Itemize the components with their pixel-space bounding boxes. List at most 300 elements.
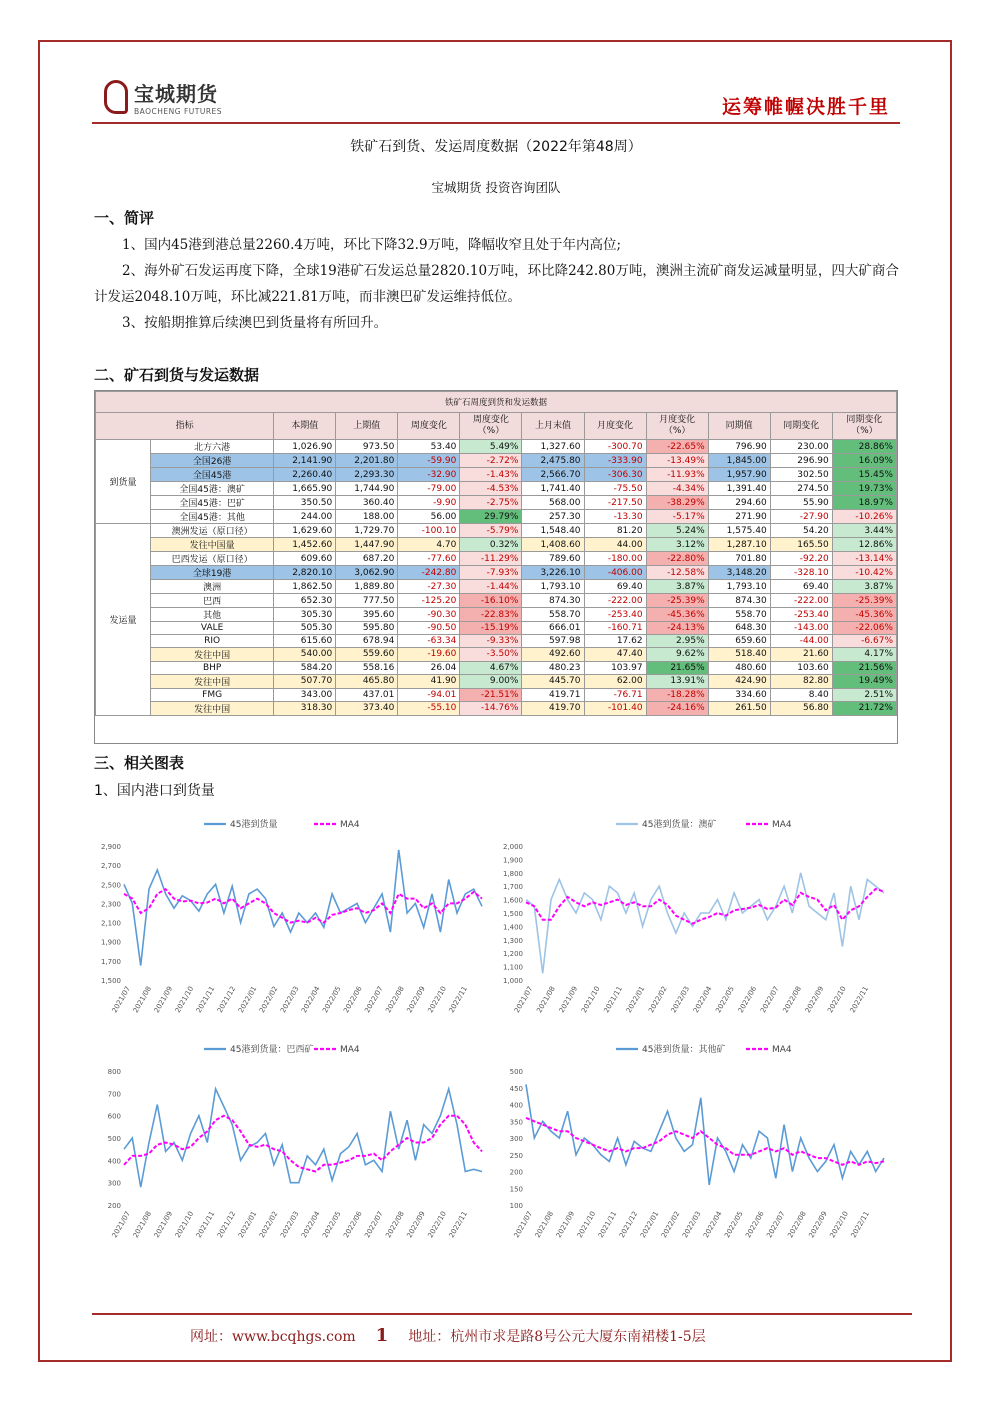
logo-icon (104, 80, 128, 114)
x-tick-label: 2022/11 (849, 1210, 871, 1240)
x-tick-label: 2021/11 (194, 1210, 217, 1240)
y-tick-label: 350 (509, 1118, 523, 1127)
table-cell: 230.00 (770, 440, 832, 454)
row-label: 全国45港：澳矿 (151, 482, 274, 496)
table-cell: -77.60 (398, 552, 460, 566)
table-cell: 69.40 (770, 580, 832, 594)
table-cell: -24.13% (646, 622, 708, 635)
y-tick-label: 1,500 (100, 977, 121, 985)
table-cell: -100.10 (398, 524, 460, 538)
table-cell: -92.20 (770, 552, 832, 566)
y-tick-label: 500 (107, 1135, 121, 1143)
column-header: 上月末值 (522, 413, 584, 440)
x-tick-label: 2022/05 (321, 1210, 343, 1240)
table-cell: -44.00 (770, 634, 832, 647)
x-tick-label: 2022/06 (744, 1210, 766, 1240)
x-tick-label: 2022/08 (786, 1210, 808, 1240)
table-cell: 1,862.50 (274, 580, 336, 594)
table-cell: 3,148.20 (708, 566, 770, 580)
x-tick-label: 2022/01 (624, 985, 647, 1015)
table-cell: 28.86% (832, 440, 896, 454)
table-cell: -160.71 (584, 622, 646, 635)
y-tick-label: 400 (509, 1101, 523, 1110)
y-tick-label: 200 (509, 1168, 523, 1177)
row-label: 北方六港 (151, 440, 274, 454)
table-row (96, 622, 897, 635)
x-tick-label: 2022/02 (257, 985, 280, 1015)
x-tick-label: 2021/11 (596, 1210, 619, 1240)
table-cell: 9.62% (646, 647, 708, 661)
x-tick-label: 2021/07 (110, 985, 133, 1015)
y-tick-label: 1,400 (502, 923, 523, 932)
legend-label: 45港到货量：巴西矿 (230, 1045, 314, 1055)
table-cell: 3.12% (646, 538, 708, 552)
row-label: 发往中国 (151, 674, 274, 688)
y-tick-label: 1,000 (502, 977, 523, 985)
table-cell: -328.10 (770, 566, 832, 580)
x-tick-label: 2021/10 (580, 985, 602, 1015)
table-cell: 2,293.30 (336, 468, 398, 482)
table-cell: 678.94 (336, 634, 398, 647)
footer-address: 地址：杭州市求是路8号公元大厦东南裙楼1-5层 (408, 1328, 706, 1345)
table-cell: -253.40 (770, 608, 832, 622)
table-cell: 19.49% (832, 674, 896, 688)
table-cell: -90.30 (398, 608, 460, 622)
series-line-0 (124, 1089, 482, 1187)
column-header: 同期变化 (770, 413, 832, 440)
table-row (96, 468, 897, 482)
table-cell: 4.67% (460, 661, 522, 674)
row-label: 发往中国 (151, 701, 274, 715)
table-cell: 1,327.60 (522, 440, 584, 454)
y-tick-label: 800 (107, 1068, 121, 1076)
y-tick-label: 1,200 (502, 950, 523, 959)
x-tick-label: 2021/10 (173, 985, 196, 1015)
table-cell: 26.04 (398, 661, 460, 674)
table-cell: 3.87% (646, 580, 708, 594)
y-tick-label: 1,600 (502, 896, 523, 905)
y-tick-label: 600 (107, 1112, 121, 1121)
table-cell: 1,575.40 (708, 524, 770, 538)
table-cell: 15.45% (832, 468, 896, 482)
page-number: 1 (375, 1325, 389, 1346)
table-row (96, 454, 897, 468)
table-cell: 973.50 (336, 440, 398, 454)
table-cell: 558.70 (522, 608, 584, 622)
group-shipment: 发运量 (96, 524, 151, 716)
x-tick-label: 2022/03 (669, 985, 692, 1015)
section1-heading: 一、简评 (94, 209, 155, 227)
table-cell: -222.00 (584, 594, 646, 608)
table-cell: -22.83% (460, 608, 522, 622)
y-tick-label: 1,100 (502, 963, 523, 972)
table-cell: 2,566.70 (522, 468, 584, 482)
x-tick-label: 2022/11 (447, 985, 469, 1015)
table-cell: 296.90 (770, 454, 832, 468)
column-header: 同期变化（%） (832, 413, 896, 440)
table-row (96, 580, 897, 594)
table-cell: 274.50 (770, 482, 832, 496)
table-cell: 188.00 (336, 510, 398, 524)
x-tick-label: 2022/07 (765, 1210, 787, 1240)
table-row (96, 608, 897, 622)
table-cell: 47.40 (584, 647, 646, 661)
x-tick-label: 2021/12 (215, 1210, 238, 1240)
table-cell: 1,889.80 (336, 580, 398, 594)
row-label: 巴西 (151, 594, 274, 608)
series-line-1 (124, 1116, 482, 1172)
x-tick-label: 2022/03 (279, 1210, 301, 1240)
table-cell: 318.30 (274, 701, 336, 715)
table-cell: 165.50 (770, 538, 832, 552)
table-cell: -12.58% (646, 566, 708, 580)
row-label: FMG (151, 688, 274, 701)
table-cell: 701.80 (708, 552, 770, 566)
table-cell: -253.40 (584, 608, 646, 622)
table-cell: 2,820.10 (274, 566, 336, 580)
summary-item-1: 1、国内45港到港总量2260.4万吨，环比下降32.9万吨，降幅收窄且处于年内高位; (122, 237, 622, 253)
table-row (96, 482, 897, 496)
table-cell: 305.30 (274, 608, 336, 622)
series-line-0 (526, 1084, 884, 1185)
table-cell: 480.23 (522, 661, 584, 674)
table-cell: 1,744.90 (336, 482, 398, 496)
table-cell: 1,729.70 (336, 524, 398, 538)
x-tick-label: 2021/07 (512, 1210, 535, 1240)
table-cell: 13.91% (646, 674, 708, 688)
table-cell: 652.30 (274, 594, 336, 608)
table-cell: 5.24% (646, 524, 708, 538)
x-tick-label: 2021/10 (575, 1210, 598, 1240)
table-cell: 3,062.90 (336, 566, 398, 580)
legend-label: MA4 (340, 820, 360, 830)
table-cell: 419.71 (522, 688, 584, 701)
table-cell: 2,475.80 (522, 454, 584, 468)
group-arrival: 到货量 (96, 440, 151, 524)
x-tick-label: 2022/02 (659, 1210, 682, 1240)
table-cell: -5.79% (460, 524, 522, 538)
y-tick-label: 2,700 (100, 862, 121, 871)
table-cell: 437.01 (336, 688, 398, 701)
y-tick-label: 200 (107, 1202, 121, 1210)
table-cell: 103.60 (770, 661, 832, 674)
table-cell: -125.20 (398, 594, 460, 608)
table-cell: -4.34% (646, 482, 708, 496)
table-cell: -27.90 (770, 510, 832, 524)
table-row (96, 538, 897, 552)
table-row (96, 634, 897, 647)
table-cell: -14.76% (460, 701, 522, 715)
column-header: 本期值 (274, 413, 336, 440)
table-cell: 558.16 (336, 661, 398, 674)
chart-svg (94, 810, 494, 1030)
page-footer (190, 1325, 706, 1346)
row-label: 巴西发运（原口径） (151, 552, 274, 566)
row-label: VALE (151, 622, 274, 635)
table-cell: 1,741.40 (522, 482, 584, 496)
table-cell: 103.97 (584, 661, 646, 674)
table-cell: 1,391.40 (708, 482, 770, 496)
table-cell: 21.56% (832, 661, 896, 674)
x-tick-label: 2022/02 (647, 985, 669, 1015)
table-cell: 687.20 (336, 552, 398, 566)
table-row (96, 647, 897, 661)
table-cell: -143.00 (770, 622, 832, 635)
x-tick-label: 2021/09 (554, 1210, 577, 1240)
y-tick-label: 2,000 (502, 843, 523, 851)
table-row (96, 701, 897, 715)
table-cell: 19.73% (832, 482, 896, 496)
logo-name-en: BAOCHENG FUTURES (134, 107, 223, 116)
summary-item-3: 3、按船期推算后续澳巴到货量将有所回升。 (122, 315, 388, 331)
table-cell: -25.39% (646, 594, 708, 608)
x-tick-label: 2022/05 (714, 985, 736, 1015)
chart-svg (496, 810, 896, 1030)
x-tick-label: 2022/08 (384, 1210, 406, 1240)
table-cell: 1,845.00 (708, 454, 770, 468)
table-cell: 360.40 (336, 496, 398, 510)
table-cell: 1,287.10 (708, 538, 770, 552)
y-tick-label: 1,900 (502, 856, 523, 865)
y-tick-label: 1,500 (502, 910, 523, 918)
table-cell: 29.79% (460, 510, 522, 524)
x-tick-label: 2022/04 (300, 1210, 322, 1240)
table-cell: 9.00% (460, 674, 522, 688)
table-row (96, 688, 897, 701)
x-tick-label: 2022/03 (681, 1210, 703, 1240)
table-cell: -217.50 (584, 496, 646, 510)
data-table-container (94, 390, 898, 744)
x-tick-label: 2022/01 (638, 1210, 661, 1240)
x-tick-label: 2022/04 (691, 985, 714, 1015)
y-tick-label: 2,500 (100, 881, 121, 890)
y-tick-label: 2,900 (100, 843, 121, 851)
x-tick-label: 2022/10 (828, 1210, 850, 1240)
table-cell: -25.39% (832, 594, 896, 608)
table-cell: -19.60 (398, 647, 460, 661)
table-cell: -5.17% (646, 510, 708, 524)
table-cell: 4.17% (832, 647, 896, 661)
x-tick-label: 2022/06 (342, 985, 364, 1015)
table-cell: 343.00 (274, 688, 336, 701)
x-tick-label: 2021/11 (602, 985, 624, 1015)
x-tick-label: 2021/08 (131, 985, 154, 1015)
table-cell: -406.00 (584, 566, 646, 580)
table-cell: -11.93% (646, 468, 708, 482)
x-tick-label: 2022/11 (447, 1210, 469, 1240)
y-tick-label: 500 (509, 1068, 523, 1076)
table-cell: -21.51% (460, 688, 522, 701)
y-tick-label: 450 (509, 1084, 523, 1093)
table-cell: 302.50 (770, 468, 832, 482)
document-author: 宝城期货 投资咨询团队 (431, 180, 561, 195)
column-header: 指标 (96, 413, 274, 440)
table-cell: -13.49% (646, 454, 708, 468)
x-tick-label: 2021/09 (152, 985, 175, 1015)
table-cell: -55.10 (398, 701, 460, 715)
table-cell: -1.43% (460, 468, 522, 482)
series-line-1 (526, 889, 884, 924)
company-logo (104, 78, 222, 116)
table-cell: 796.90 (708, 440, 770, 454)
table-cell: -18.28% (646, 688, 708, 701)
row-label: 全国45港：其他 (151, 510, 274, 524)
table-cell: -242.80 (398, 566, 460, 580)
table-cell: 2,141.90 (274, 454, 336, 468)
x-tick-label: 2021/07 (512, 985, 535, 1015)
chart-45-ports-arrivals (94, 810, 494, 1030)
row-label: 全国45港 (151, 468, 274, 482)
row-label: 发往中国量 (151, 538, 274, 552)
table-cell: -22.80% (646, 552, 708, 566)
table-cell: 5.49% (460, 440, 522, 454)
table-cell: 62.00 (584, 674, 646, 688)
table-cell: 55.90 (770, 496, 832, 510)
x-tick-label: 2022/03 (279, 985, 301, 1015)
table-cell: -2.75% (460, 496, 522, 510)
table-cell: -1.44% (460, 580, 522, 594)
table-cell: 56.80 (770, 701, 832, 715)
table-cell: 419.70 (522, 701, 584, 715)
document-title: 铁矿石到货、发运周度数据（2022年第48周） (350, 139, 642, 155)
table-cell: -76.71 (584, 688, 646, 701)
table-cell: 12.86% (832, 538, 896, 552)
table-cell: -38.29% (646, 496, 708, 510)
table-cell: 874.30 (708, 594, 770, 608)
legend-label: 45港到货量：其他矿 (642, 1045, 726, 1055)
x-tick-label: 2021/09 (152, 1210, 175, 1240)
x-tick-label: 2021/09 (557, 985, 580, 1015)
footer-website: 网址：www.bcqhgs.com (190, 1328, 356, 1345)
x-tick-label: 2021/08 (533, 1210, 556, 1240)
table-cell: 874.30 (522, 594, 584, 608)
row-label: 发往中国 (151, 647, 274, 661)
x-tick-label: 2021/12 (617, 1210, 640, 1240)
table-cell: 568.00 (522, 496, 584, 510)
legend-label: MA4 (772, 820, 792, 830)
table-cell: 8.40 (770, 688, 832, 701)
x-tick-label: 2022/09 (807, 1210, 829, 1240)
y-tick-label: 100 (509, 1202, 523, 1210)
y-tick-label: 2,300 (100, 900, 121, 909)
x-tick-label: 2021/10 (173, 1210, 196, 1240)
table-row (96, 674, 897, 688)
column-header: 上期值 (336, 413, 398, 440)
table-cell: 4.70 (398, 538, 460, 552)
table-cell: -180.00 (584, 552, 646, 566)
table-cell: 350.50 (274, 496, 336, 510)
table-cell: -306.30 (584, 468, 646, 482)
table-cell: -10.26% (832, 510, 896, 524)
table-cell: -7.93% (460, 566, 522, 580)
table-cell: 424.90 (708, 674, 770, 688)
x-tick-label: 2022/08 (384, 985, 406, 1015)
table-cell: 21.72% (832, 701, 896, 715)
table-cell: -11.29% (460, 552, 522, 566)
table-cell: 3.87% (832, 580, 896, 594)
table-caption: 铁矿石周度到货和发运数据 (96, 392, 897, 413)
x-tick-label: 2022/05 (321, 985, 343, 1015)
table-cell: -22.65% (646, 440, 708, 454)
x-tick-label: 2022/09 (803, 985, 826, 1015)
table-cell: 558.70 (708, 608, 770, 622)
x-tick-label: 2022/09 (405, 985, 427, 1015)
footer-divider (92, 1313, 912, 1315)
x-tick-label: 2022/07 (363, 985, 385, 1015)
slogan: 运筹帷幄决胜千里 (721, 96, 890, 118)
table-row (96, 496, 897, 510)
table-cell: 373.40 (336, 701, 398, 715)
x-tick-label: 2022/05 (723, 1210, 745, 1240)
column-header: 月度变化 (584, 413, 646, 440)
row-label: 其他 (151, 608, 274, 622)
table-cell: 559.60 (336, 647, 398, 661)
row-label: 全国26港 (151, 454, 274, 468)
x-tick-label: 2021/07 (110, 1210, 133, 1240)
x-tick-label: 2022/09 (405, 1210, 427, 1240)
table-cell: 597.98 (522, 634, 584, 647)
table-cell: 659.60 (708, 634, 770, 647)
x-tick-label: 2021/12 (215, 985, 238, 1015)
x-tick-label: 2022/04 (300, 985, 322, 1015)
table-cell: 584.20 (274, 661, 336, 674)
table-cell: 16.09% (832, 454, 896, 468)
x-tick-label: 2022/06 (736, 985, 759, 1015)
table-cell: -59.90 (398, 454, 460, 468)
table-cell: 257.30 (522, 510, 584, 524)
table-cell: 1,957.90 (708, 468, 770, 482)
header-divider (92, 122, 900, 124)
table-cell: -63.34 (398, 634, 460, 647)
table-cell: -2.72% (460, 454, 522, 468)
table-cell: -9.90 (398, 496, 460, 510)
table-cell: 1,665.90 (274, 482, 336, 496)
table-cell: 1,408.60 (522, 538, 584, 552)
legend-label: MA4 (340, 1045, 360, 1055)
table-cell: -13.14% (832, 552, 896, 566)
table-cell: 81.20 (584, 524, 646, 538)
table-cell: -6.67% (832, 634, 896, 647)
x-tick-label: 2022/01 (236, 1210, 259, 1240)
table-cell: -101.40 (584, 701, 646, 715)
table-cell: -15.19% (460, 622, 522, 635)
table-cell: 18.97% (832, 496, 896, 510)
table-cell: -4.53% (460, 482, 522, 496)
row-label: 澳洲发运（原口径） (151, 524, 274, 538)
chart-45-ports-australia (496, 810, 896, 1030)
table-row (96, 661, 897, 674)
row-label: BHP (151, 661, 274, 674)
summary-item-2: 2、海外矿石发运再度下降，全球19港矿石发运总量2820.10万吨，环比降242.80万吨，澳洲主流矿商发运减量明显，四大矿商合计发运2048.10万吨，环比减221.81万吨，而非澳巴矿发运维持低位。 (94, 263, 899, 305)
x-tick-label: 2022/07 (759, 985, 781, 1015)
x-tick-label: 2022/10 (426, 985, 448, 1015)
y-tick-label: 300 (107, 1179, 121, 1188)
table-cell: -27.30 (398, 580, 460, 594)
iron-ore-data-table (95, 391, 897, 716)
table-cell: 21.60 (770, 647, 832, 661)
y-tick-label: 1,900 (100, 938, 121, 947)
legend-label: 45港到货量 (230, 820, 278, 830)
table-cell: 492.60 (522, 647, 584, 661)
table-cell: 1,447.90 (336, 538, 398, 552)
table-row (96, 440, 897, 454)
row-label: RIO (151, 634, 274, 647)
table-cell: -13.30 (584, 510, 646, 524)
table-cell: 2,201.80 (336, 454, 398, 468)
chart-svg (94, 1035, 494, 1255)
table-cell: 480.60 (708, 661, 770, 674)
table-cell: 271.90 (708, 510, 770, 524)
